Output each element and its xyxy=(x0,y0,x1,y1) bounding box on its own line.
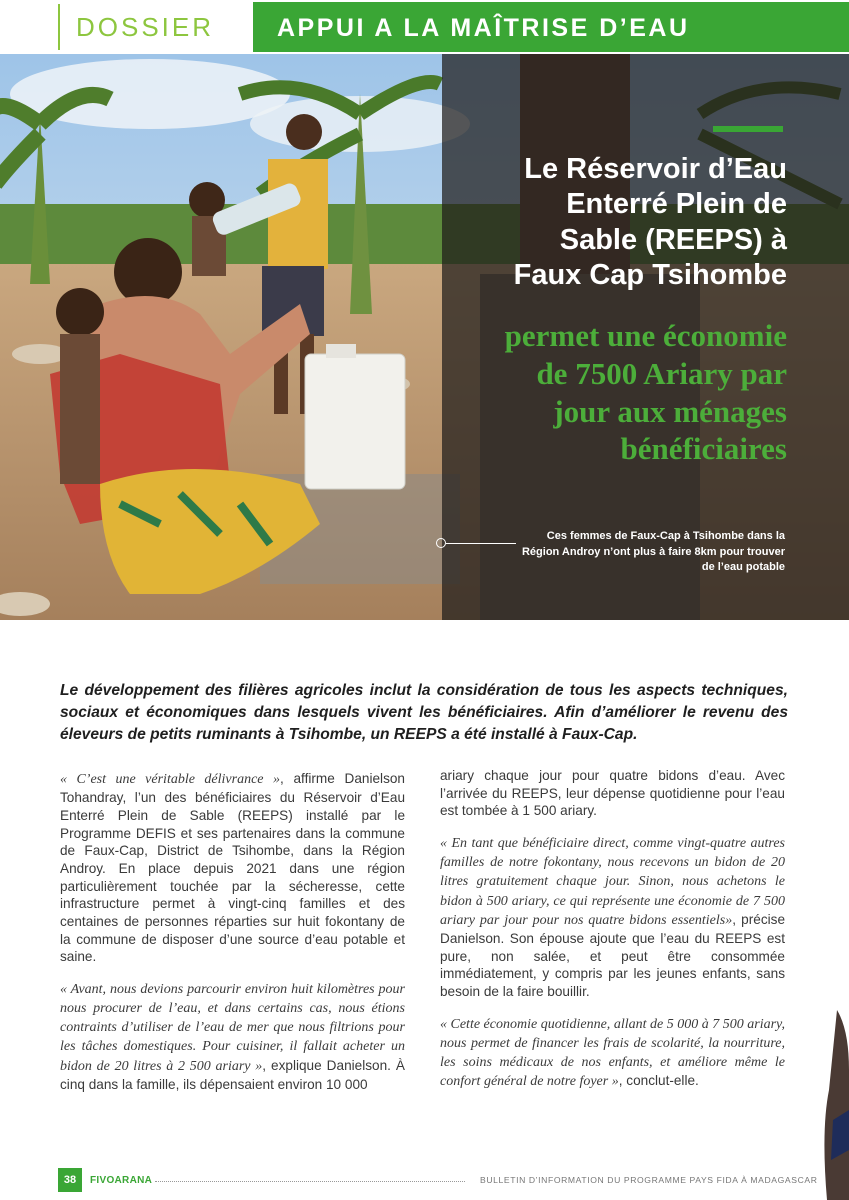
hero-photo xyxy=(0,54,849,620)
subhead-line: bénéficiaires xyxy=(620,431,787,467)
article-intro: Le développement des filières agricoles inclut la considération de tous les aspects techniques, sociaux et économiques dans lesquels vivent les bénéficiaires. Afin d’améliorer le revenu des éleveurs de petits ruminants à Tsihombe, un REEPS a été installé à Faux-Cap. xyxy=(60,682,788,743)
section-title: APPUI A LA MAÎTRISE D’EAU xyxy=(253,2,849,52)
subhead-line: de 7500 Ariary par xyxy=(536,355,787,391)
headline-line: Le Réservoir d’Eau xyxy=(524,153,787,185)
subhead-line: jour aux ménages xyxy=(553,393,787,429)
paragraph xyxy=(60,770,405,966)
quote: « Avant, nous devions parcourir environ huit kilomètres pour nous procurer de l’eau, et dans certains cas, nous étions contraints d’utiliser de l’eau de mer que nous filtrions pour les tâches domestiques. Pour cuisiner, il fallait acheter un bidon de 20 litres à 2 500 ariary » xyxy=(60,981,405,1074)
caption-marker-icon xyxy=(436,538,446,548)
article-headline xyxy=(462,152,787,294)
header-divider xyxy=(58,4,60,50)
headline-line: Enterré Plein de xyxy=(566,188,787,221)
body-column-right xyxy=(440,767,785,1105)
paragraph-text: , explique Danielson. À cinq dans la famille, ils dépensaient environ 10 000 xyxy=(60,1057,405,1092)
page-number: 38 xyxy=(58,1168,82,1192)
quote: « Cette économie quotidienne, allant de 5 000 à 7 500 ariary, nous permet de financer les frais de scolarité, la nourriture, les soins médicaux de nos enfants, et améliore même le confort général de notre foyer » xyxy=(440,1016,785,1090)
quote: « En tant que bénéficiaire direct, comme vingt-quatre autres familles de notre fokontany, nous recevons un bidon de 20 litres gratuitement chaque jour. Sinon, nous achetons le bidon à 500 ariary, ce qui représente une économie de 7 500 ariary par jour pour nos quatre bidons essentiels» xyxy=(440,836,785,928)
caption-line: Ces femmes de Faux-Cap à Tsihombe dans la xyxy=(546,530,785,542)
body-column-left xyxy=(60,770,405,1108)
caption-line: de l’eau potable xyxy=(701,561,785,574)
page-header xyxy=(0,0,849,54)
photo-caption xyxy=(480,529,785,576)
footer-bulletin: BULLETIN D’INFORMATION DU PROGRAMME PAYS FIDA À MADAGASCAR xyxy=(480,1175,818,1185)
article-subhead xyxy=(462,317,787,468)
paragraph-text: , affirme Danielson Tohandray, l’un des bénéficiaires du Réservoir d’Eau Enterré Plein de Sable (REEPS) installé par le Programme DEFIS et ses partenaires dans la commune de Faux-Cap, District de Tsihombe, dans la Région Androy. En place depuis 2021 dans une région particulièrement touchée par la sécheresse, cette infrastructure permet à vingt-cinq familles et des centaines de personnes réparties sur huit fokontany de la commune de disposer d’une source d’eau potable et saine. xyxy=(60,771,405,965)
paragraph xyxy=(60,980,405,1094)
paragraph xyxy=(440,1015,785,1092)
headline-line: Faux Cap Tsihombe xyxy=(513,259,787,292)
publication-brand: FIVOARANA xyxy=(90,1175,153,1186)
quote: « C’est une véritable délivrance » xyxy=(60,772,280,787)
headline-line: Sable (REEPS) à xyxy=(559,223,787,256)
paragraph-text: , conclut-elle. xyxy=(618,1073,699,1089)
edge-photo-fragment xyxy=(819,1010,849,1200)
paragraph xyxy=(440,767,785,820)
accent-line xyxy=(713,126,783,132)
paragraph-text: , précise Danielson. Son épouse ajoute que l’eau du REEPS est pure, non salée, et peut être consommée immédiatement, y compris par les jeunes enfants, sans besoin de la faire bouillir. xyxy=(440,911,786,999)
section-label: DOSSIER xyxy=(76,12,215,42)
footer-divider xyxy=(155,1181,465,1182)
paragraph-text: ariary chaque jour pour quatre bidons d’eau. Avec l’arrivée du REEPS, leur dépense quotidienne pour l’eau est tombée à 1 500 ariary. xyxy=(440,768,785,819)
paragraph xyxy=(440,834,785,1001)
caption-line: Région Androy n’ont plus à faire 8km pour trouver xyxy=(521,545,785,558)
subhead-line: permet une économie xyxy=(504,318,787,353)
